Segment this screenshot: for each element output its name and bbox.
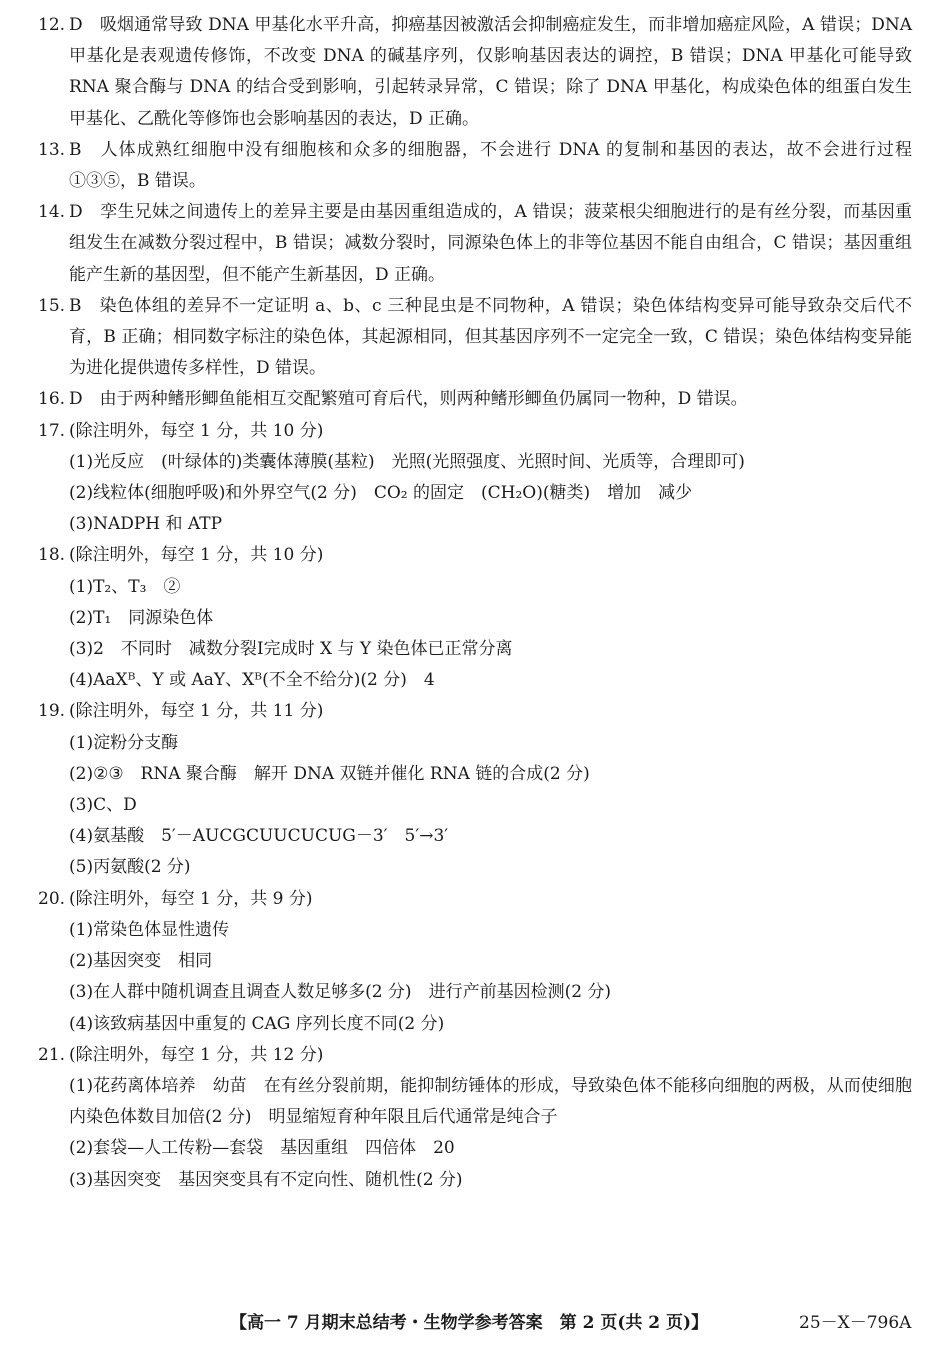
answer-list	[38, 10, 912, 1196]
sub-answer: (1)T₂、T₃ ②	[69, 576, 181, 597]
answer-item-12	[38, 10, 912, 135]
item-scoring-note: (除注明外，每空 1 分，共 10 分)	[69, 420, 324, 441]
item-number: 12.	[38, 15, 66, 35]
item-scoring-note: (除注明外，每空 1 分，共 12 分)	[69, 1044, 324, 1065]
sub-answer: (2)基因突变 相同	[69, 951, 213, 972]
sub-answer: (3)在人群中随机调查且调查人数足够多(2 分) 进行产前基因检测(2 分)	[69, 982, 612, 1003]
item-number: 16.	[38, 389, 66, 410]
item-number: 14.	[38, 202, 66, 223]
sub-answer: (2)T₁ 同源染色体	[69, 607, 214, 628]
answer-item-16	[38, 384, 912, 415]
item-number: 20.	[38, 888, 66, 909]
sub-answer: (1)花药离体培养 幼苗 在有丝分裂前期，能抑制纺锤体的形成，导致染色体不能移向细胞的两极，从而使细胞内染色体数目加倍(2 分) 明显缩短育种年限且后代通常是纯合子	[69, 1075, 912, 1128]
item-number: 21.	[38, 1044, 66, 1065]
answer-item-15	[38, 291, 912, 385]
sub-answer: (1)光反应 (叶绿体的)类囊体薄膜(基粒) 光照(光照强度、光照时间、光质等，合理即可)	[69, 451, 745, 472]
item-number: 17.	[38, 420, 66, 441]
item-number: 18.	[38, 545, 66, 566]
footer-title: 【高一 7 月期末总结考・生物学参考答案 第 2 页(共 2 页)】	[230, 1313, 709, 1333]
item-number: 15.	[38, 295, 66, 316]
sub-answer: (2)套袋—人工传粉—套袋 基因重组 四倍体 20	[69, 1138, 455, 1159]
item-scoring-note: (除注明外，每空 1 分，共 9 分)	[69, 888, 313, 909]
sub-answer: (5)丙氨酸(2 分)	[69, 857, 191, 878]
item-text: B 染色体组的差异不一定证明 a、b、c 三种昆虫是不同物种，A 错误；染色体结构变异可能导致杂交后代不育，B 正确；相同数字标注的染色体，其起源相同，但其基因序列不一定完全一致，C 错误；染色体结构变异能为进化提供遗传多样性，D 错误。	[69, 295, 912, 379]
sub-answer: (4)AaXᴮ、Y 或 AaY、Xᴮ(不全不给分)(2 分) 4	[69, 670, 435, 691]
answer-item-18	[38, 540, 912, 696]
sub-answer: (1)淀粉分支酶	[69, 732, 179, 753]
sub-answer: (3)C、D	[69, 795, 137, 816]
answer-item-19	[38, 696, 912, 883]
sub-answer: (1)常染色体显性遗传	[69, 919, 230, 940]
sub-answer: (2)线粒体(细胞呼吸)和外界空气(2 分) CO₂ 的固定 (CH₂O)(糖类) 增加 减少	[69, 483, 693, 504]
item-text: D 由于两种鳍形鲫鱼能相互交配繁殖可育后代，则两种鳍形鲫鱼仍属同一物种，D 错误。	[69, 389, 748, 410]
item-number: 19.	[38, 701, 66, 722]
answer-item-17	[38, 416, 912, 541]
sub-answer: (3)NADPH 和 ATP	[69, 514, 223, 535]
page-footer	[0, 1309, 950, 1337]
answer-item-14	[38, 197, 912, 291]
sub-answer: (3)基因突变 基因突变具有不定向性、随机性(2 分)	[69, 1169, 463, 1190]
sub-answer: (4)氨基酸 5′－AUCGCUUCUCUG－3′ 5′→3′	[69, 826, 449, 847]
answer-item-20	[38, 884, 912, 1040]
item-text: B 人体成熟红细胞中没有细胞核和众多的细胞器，不会进行 DNA 的复制和基因的表达，故不会进行过程①③⑤，B 错误。	[69, 139, 912, 192]
item-scoring-note: (除注明外，每空 1 分，共 11 分)	[69, 701, 324, 722]
sub-answer: (2)②③ RNA 聚合酶 解开 DNA 双链并催化 RNA 链的合成(2 分)	[69, 763, 590, 784]
item-text: D 孪生兄妹之间遗传上的差异主要是由基因重组造成的，A 错误；菠菜根尖细胞进行的是有丝分裂，而基因重组发生在减数分裂过程中，B 错误；减数分裂时，同源染色体上的非等位基因不能自由组合，C 错误；基因重组能产生新的基因型，但不能产生新基因，D 正确。	[69, 202, 912, 285]
sub-answer: (3)2 不同时 减数分裂Ⅰ完成时 X 与 Y 染色体已正常分离	[69, 639, 513, 660]
paper-code: 25－X－796A	[799, 1313, 912, 1333]
item-text: D 吸烟通常导致 DNA 甲基化水平升高，抑癌基因被激活会抑制癌症发生，而非增加癌症风险，A 错误；DNA 甲基化是表观遗传修饰，不改变 DNA 的碱基序列，仅影响基因表达的调控，B 错误；DNA 甲基化可能导致 RNA 聚合酶与 DNA 的结合受到影响，引起转录异常，C 错误；除了 DNA 甲基化，构成染色体的组蛋白发生甲基化、乙酰化等修饰也会影响基因的表达，D 正确。	[69, 15, 912, 129]
answer-item-13	[38, 135, 912, 197]
sub-answer: (4)该致病基因中重复的 CAG 序列长度不同(2 分)	[69, 1013, 445, 1034]
answer-item-21	[38, 1040, 912, 1196]
item-scoring-note: (除注明外，每空 1 分，共 10 分)	[69, 545, 324, 566]
item-number: 13.	[38, 139, 66, 160]
